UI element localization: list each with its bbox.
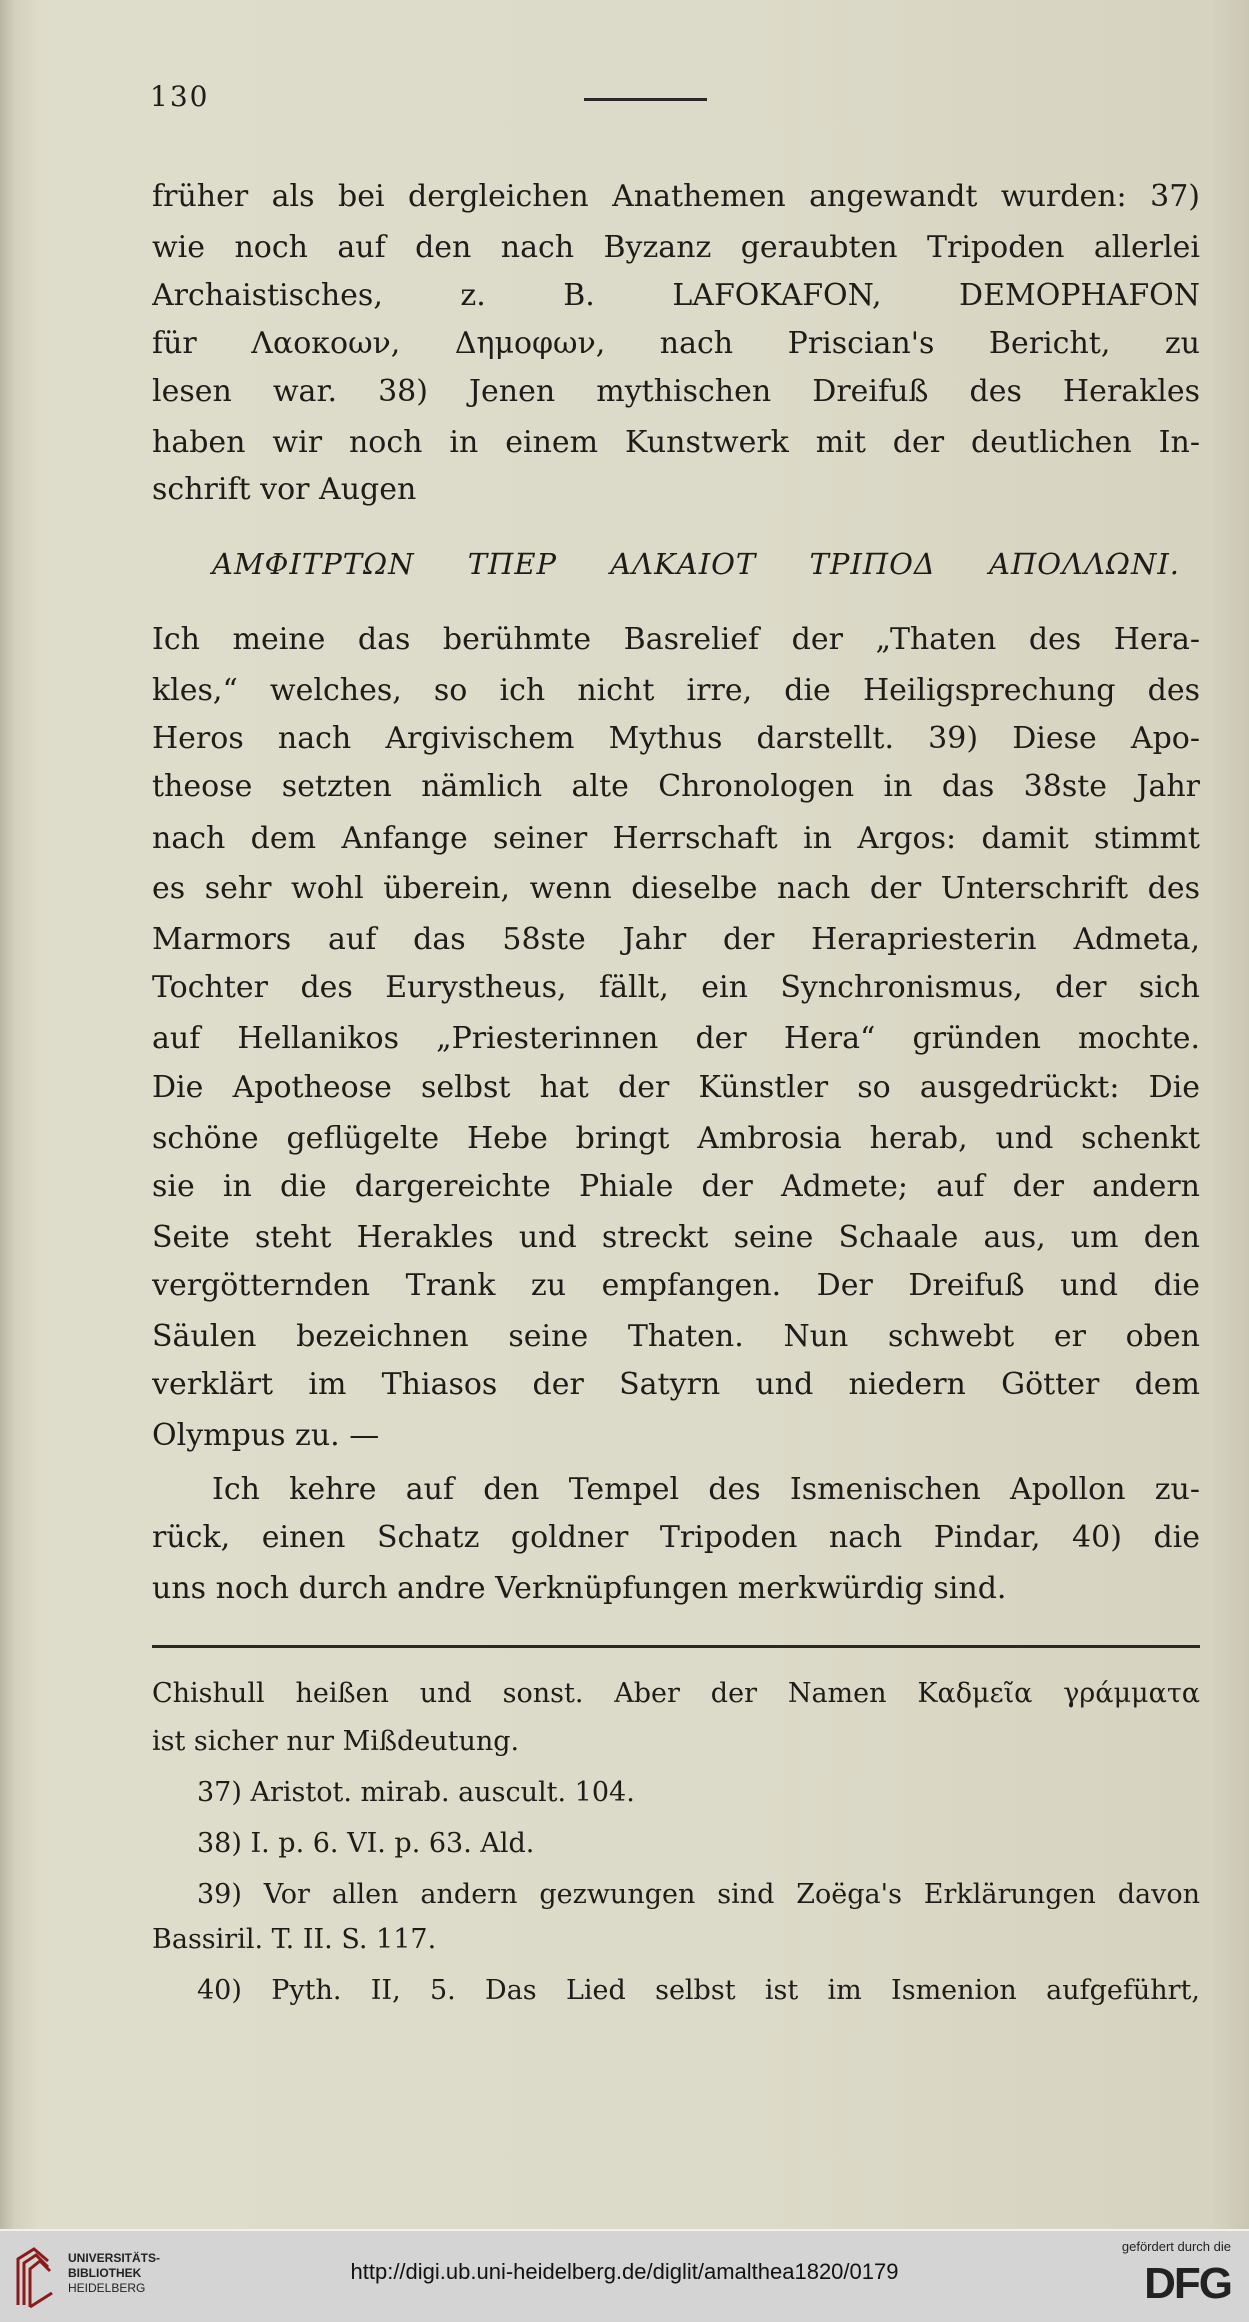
dfg-logo: DFG [1144, 2259, 1231, 2308]
text-line: Die Apotheose selbst hat der Künstler so ausgedrückt: Die [152, 1070, 1200, 1105]
text-line: verklärt im Thiasos der Satyrn und niedern Götter dem [152, 1367, 1200, 1402]
text-line: Archaistisches, z. B. LAFOKAFON, DEMOPHAFON [152, 278, 1200, 313]
text-line: Ich kehre auf den Tempel des Ismenischen Apollon zu- [212, 1472, 1200, 1507]
text-line: Olympus zu. — [152, 1418, 380, 1453]
footnote-39: 39) Vor allen andern gezwungen sind Zoëga's Erklärungen davon [197, 1879, 1200, 1910]
text-line: Seite steht Herakles und streckt seine Schaale aus, um den [152, 1220, 1200, 1255]
text-line: Ich meine das berühmte Basrelief der „Thaten des Hera- [152, 622, 1200, 657]
footnote-rule [152, 1645, 1200, 1648]
text-line: es sehr wohl überein, wenn dieselbe nach der Unterschrift des [152, 871, 1200, 906]
text-line: nach dem Anfange seiner Herrschaft in Argos: damit stimmt [152, 821, 1200, 856]
text-line: theose setzten nämlich alte Chronologen in das 38ste Jahr [152, 769, 1200, 804]
text-line: vergötternden Trank zu empfangen. Der Dreifuß und die [152, 1268, 1200, 1303]
footnote-line: Bassiril. T. II. S. 117. [152, 1924, 437, 1955]
text-line: uns noch durch andre Verknüpfungen merkwürdig sind. [152, 1571, 1007, 1606]
text-line: früher als bei dergleichen Anathemen angewandt wurden: 37) [152, 179, 1200, 214]
footnote-40: 40) Pyth. II, 5. Das Lied selbst ist im Ismenion aufgeführt, [197, 1975, 1200, 2006]
greek-inscription: ΑΜΦΙΤΡΤΩΝ ΤΠΕΡ ΑΛΚΑΙΟΤ ΤΡΙΠΟΔ ΑΠΟΛΛΩΝΙ. [212, 547, 1180, 581]
text-line: auf Hellanikos „Priesterinnen der Hera“ gründen mochte. [152, 1021, 1200, 1056]
library-name-line: HEIDELBERG [68, 2281, 146, 2295]
text-line: kles,“ welches, so ich nicht irre, die Heiligsprechung des [152, 673, 1200, 708]
text-line: Heros nach Argivischem Mythus darstellt. 39) Diese Apo- [152, 721, 1200, 756]
text-line: haben wir noch in einem Kunstwerk mit der deutlichen In- [152, 425, 1200, 460]
header-rule [584, 98, 707, 101]
text-line: schöne geflügelte Hebe bringt Ambrosia herab, und schenkt [152, 1121, 1200, 1156]
text-line: Säulen bezeichnen seine Thaten. Nun schwebt er oben [152, 1319, 1200, 1354]
text-line: für Λαοκοων, Δημοφων, nach Priscian's Bericht, zu [152, 326, 1200, 361]
digitization-footer [0, 2229, 1249, 2322]
text-line: Tochter des Eurystheus, fällt, ein Synchronismus, der sich [152, 970, 1200, 1005]
text-line: wie noch auf den nach Byzanz geraubten Tripoden allerlei [152, 230, 1200, 265]
text-line: lesen war. 38) Jenen mythischen Dreifuß des Herakles [152, 374, 1200, 409]
library-name-line: BIBLIOTHEK [68, 2266, 142, 2280]
footnote-37: 37) Aristot. mirab. auscult. 104. [197, 1777, 635, 1808]
funded-by-label: gefördert durch die [1121, 2239, 1231, 2254]
text-line: sie in die dargereichte Phiale der Admete; auf der andern [152, 1169, 1200, 1204]
text-line: Marmors auf das 58ste Jahr der Herapriesterin Admeta, [152, 922, 1200, 957]
permalink-url[interactable]: http://digi.ub.uni-heidelberg.de/diglit/amalthea1820/0179 [350, 2259, 899, 2284]
footnote-38: 38) I. p. 6. VI. p. 63. Ald. [197, 1828, 535, 1859]
footnote-line: Chishull heißen und sonst. Aber der Namen Καδμεῖα γράμματα [152, 1678, 1200, 1709]
text-line: rück, einen Schatz goldner Tripoden nach Pindar, 40) die [152, 1520, 1200, 1555]
footnote-line: ist sicher nur Mißdeutung. [152, 1726, 520, 1757]
page-number: 130 [150, 80, 210, 113]
library-name-line: UNIVERSITÄTS- [68, 2251, 161, 2265]
text-line: schrift vor Augen [152, 472, 417, 507]
